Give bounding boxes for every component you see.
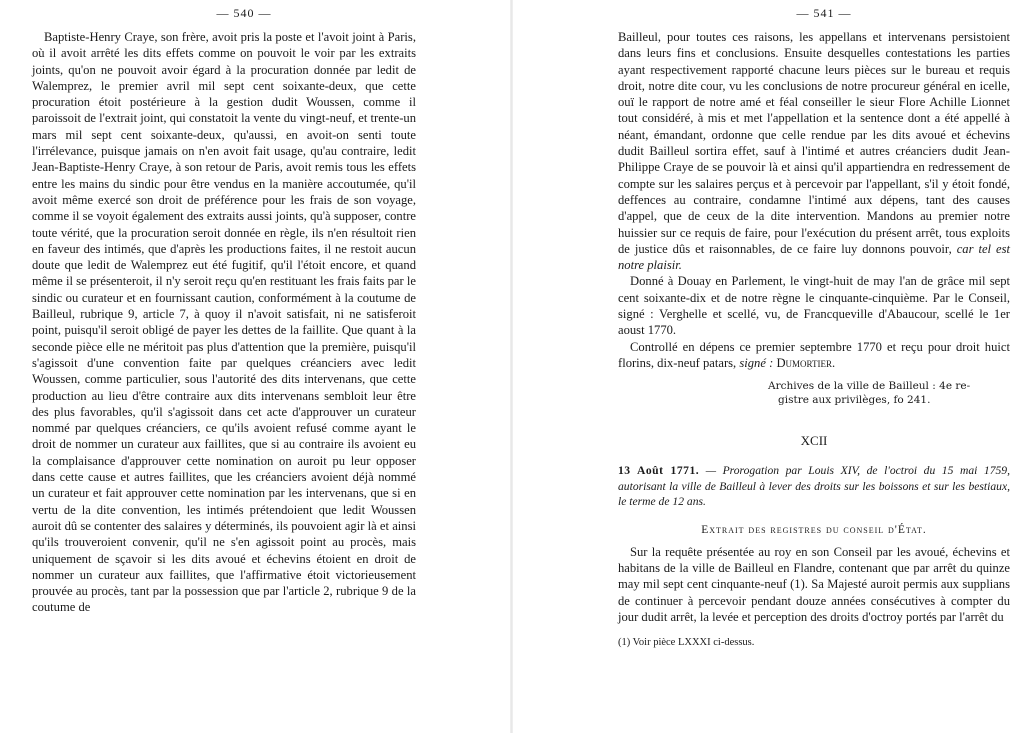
summary-date: 13 Août 1771. bbox=[618, 464, 700, 478]
section-number: XCII bbox=[800, 433, 828, 449]
footnote: (1) Voir pièce LXXXI ci-dessus. bbox=[618, 637, 755, 649]
page-number-left: — 540 — bbox=[216, 6, 272, 20]
archive-reference-line-2: gistre aux privilèges, fo 241. bbox=[778, 394, 931, 407]
right-page bbox=[512, 0, 1024, 733]
closing-formula: car tel est notre plaisir. bbox=[618, 241, 1010, 273]
document-summary bbox=[618, 463, 1010, 510]
right-paragraph-1-text: Bailleul, pour toutes ces raisons, les appellans et intervenans persistoient dans leurs fins et conclusions. Ensuite desquelles contestations les parties ayant respectivement rapporté chacune leurs pièces sur le bureau et requis droit, notre dite cour, vu les conclusions de notre procureur général en icelle, ouï le rapport de notre amé et féal conseiller le sieur Flore Achille Lionnet tout considéré, à mis et met l'appellation et la sentence dont a été appellé à néant, émandant, ordonne que celle rendue par les dits avoué et échevins dudit Bailleul sortira effet, sauf à l'intimé et autres créanciers dudit Jean-Philippe Craye de se pouvoir là et ainsi qu'il appartiendra en redressement de compte sur les salaires perçus et à percevoir par l'appellant, s'il y étoit fondé, deffences au contraire, condamne l'intimé aux dépens, tant des causes d'appel, que de ceux de la dite intervention. Mandons au premier notre huissier sur ce requis de faire, pour l'exécution du présent arrêt, tous exploits de justice dûs et raisonnables, de ce faire luy donnons pouvoir, bbox=[618, 30, 1010, 256]
archive-reference-line-1: Archives de la ville de Bailleul : 4e re- bbox=[768, 380, 971, 393]
signer-name: Dumortier. bbox=[776, 355, 836, 370]
right-paragraph-3 bbox=[618, 339, 1010, 372]
archive-reference bbox=[768, 379, 1010, 407]
left-page-body: Baptiste-Henry Craye, son frère, avoit pris la poste et l'avoit joint à Paris, où il avoit arrêté les dits effets comme on pouvoit le voir par les extraits joints, qu'on ne pouvoit avoir égard à la procuration donnée par ledit de Walemprez, le premier avril mil sept cent soixante-deux, que cette procuration étoit postérieure à la gestion dudit Woussen, comme il paroissoit de l'extrait joint, qui constatoit la vente du vingt-neuf, et trente-un mars mil sept cent soixante-deux, qu'aussi, en avoit-on senti toute l'irrélevance, puisque jamais on n'en avoit fait usage, qu'au contraire, ledit Jean-Baptiste-Henry Craye, à son retour de Paris, avoit remis tous les effets entre les mains du sindic pour être vendus en la manière accoutumée, qu'il avoit même exercé son droit de préférence pour les frais de son voyage, comme il se voyoit également des extraits aussi joints, qu'à supposer, contre toute vérité, que la procuration seroit donnée en règle, ils n'en résultoit rien en faveur des intimés, que d'après les productions faites, il ne restoit aucun doute que ledit de Walemprez eut été fugitif, qu'il l'étoit encore, et quand même il se présenteroit, il n'y seroit reçu qu'en restituant les frais faits par le sindic ou curateur et en fournissant caution, conformément à la coutume de Bailleul, rubrique 9, article 7, à quoy il n'avoit satisfait, ni ne satisferoit point, puisqu'il seroit obligé de payer les dettes de la faillite. Que quant à la seconde pièce elle ne méritoit pas plus d'attention que la première, puisqu'il s'agissoit d'une convention faite par quelques créanciers avec ledit Woussen, comme particulier, sous l'autorité des dits intervenans, que cette production au lieu d'être contraire aux dits intervenans sembloit leur être des plus favorables, qu'il s'agissoit dans cet acte d'approuver un curateur nommé par quelques créanciers, ce qu'ils avoient refusé comme ayant le droit de nommer un curateur aux faillites, que si au contraire ils avoient eu la complaisance d'approuver cette nomination on auroit pu leur opposer dans cette cause et autres faillites, que les créanciers avoient déjà nommé un curateur et fait approuver cette nomination par les intervenans, que si en vertu de la dite convention, les intimés prétendoient que ledit Woussen auroit dû se contenter des salaires y déterminés, ils pouvoient agir là et ainsi qu'ils trouveroient convenir, qu'il ne s'en agissoit point au procès, mais uniquement de sçavoir si les dits avoué et échevins étoient en droit de nommer un curateur aux faillites, que l'affirmative étoit victorieusement prouvée au procès, tant par la possession que par l'article 2, rubrique 9 de la coutume de bbox=[32, 30, 416, 615]
right-paragraph-1 bbox=[618, 29, 1010, 273]
right-paragraph-4: Sur la requête présentée au roy en son Conseil par les avoué, échevins et habitans de la ville de Bailleul en Flandre, contenant que par arrêt du quinze may mil sept cent cinquante-neuf (1). Sa Majesté auroit permis aux supplians de continuer à percevoir pendant douze années consécutives à compter du jour dudit arrêt, la levée et perception des droits d'octroy portés par l'arrêt du bbox=[618, 544, 1010, 624]
right-paragraph-3-text: Controllé en dépens ce premier septembre 1770 et reçu pour droit huict florins, dix-neuf patars, bbox=[618, 339, 1010, 370]
page-number-right: — 541 — bbox=[796, 6, 852, 20]
signed-label: signé : bbox=[739, 355, 774, 370]
summary-text: — Prorogation par Louis XIV, de l'octroi du 15 mai 1759, autorisant la ville de Bailleul à lever des droits sur les boissons et sur les bestiaux, le terme de 12 ans. bbox=[618, 464, 1010, 509]
extract-heading: Extrait des registres du conseil d'État. bbox=[701, 523, 927, 536]
right-paragraph-2: Donné à Douay en Parlement, le vingt-huit de may l'an de grâce mil sept cent soixante-dix et de notre règne le cinquante-cinquième. Par le Conseil, signé : Verghelle et scellé, vu, de Francqueville d'Abaucour, scellé le 1er aoust 1770. bbox=[618, 274, 1010, 338]
